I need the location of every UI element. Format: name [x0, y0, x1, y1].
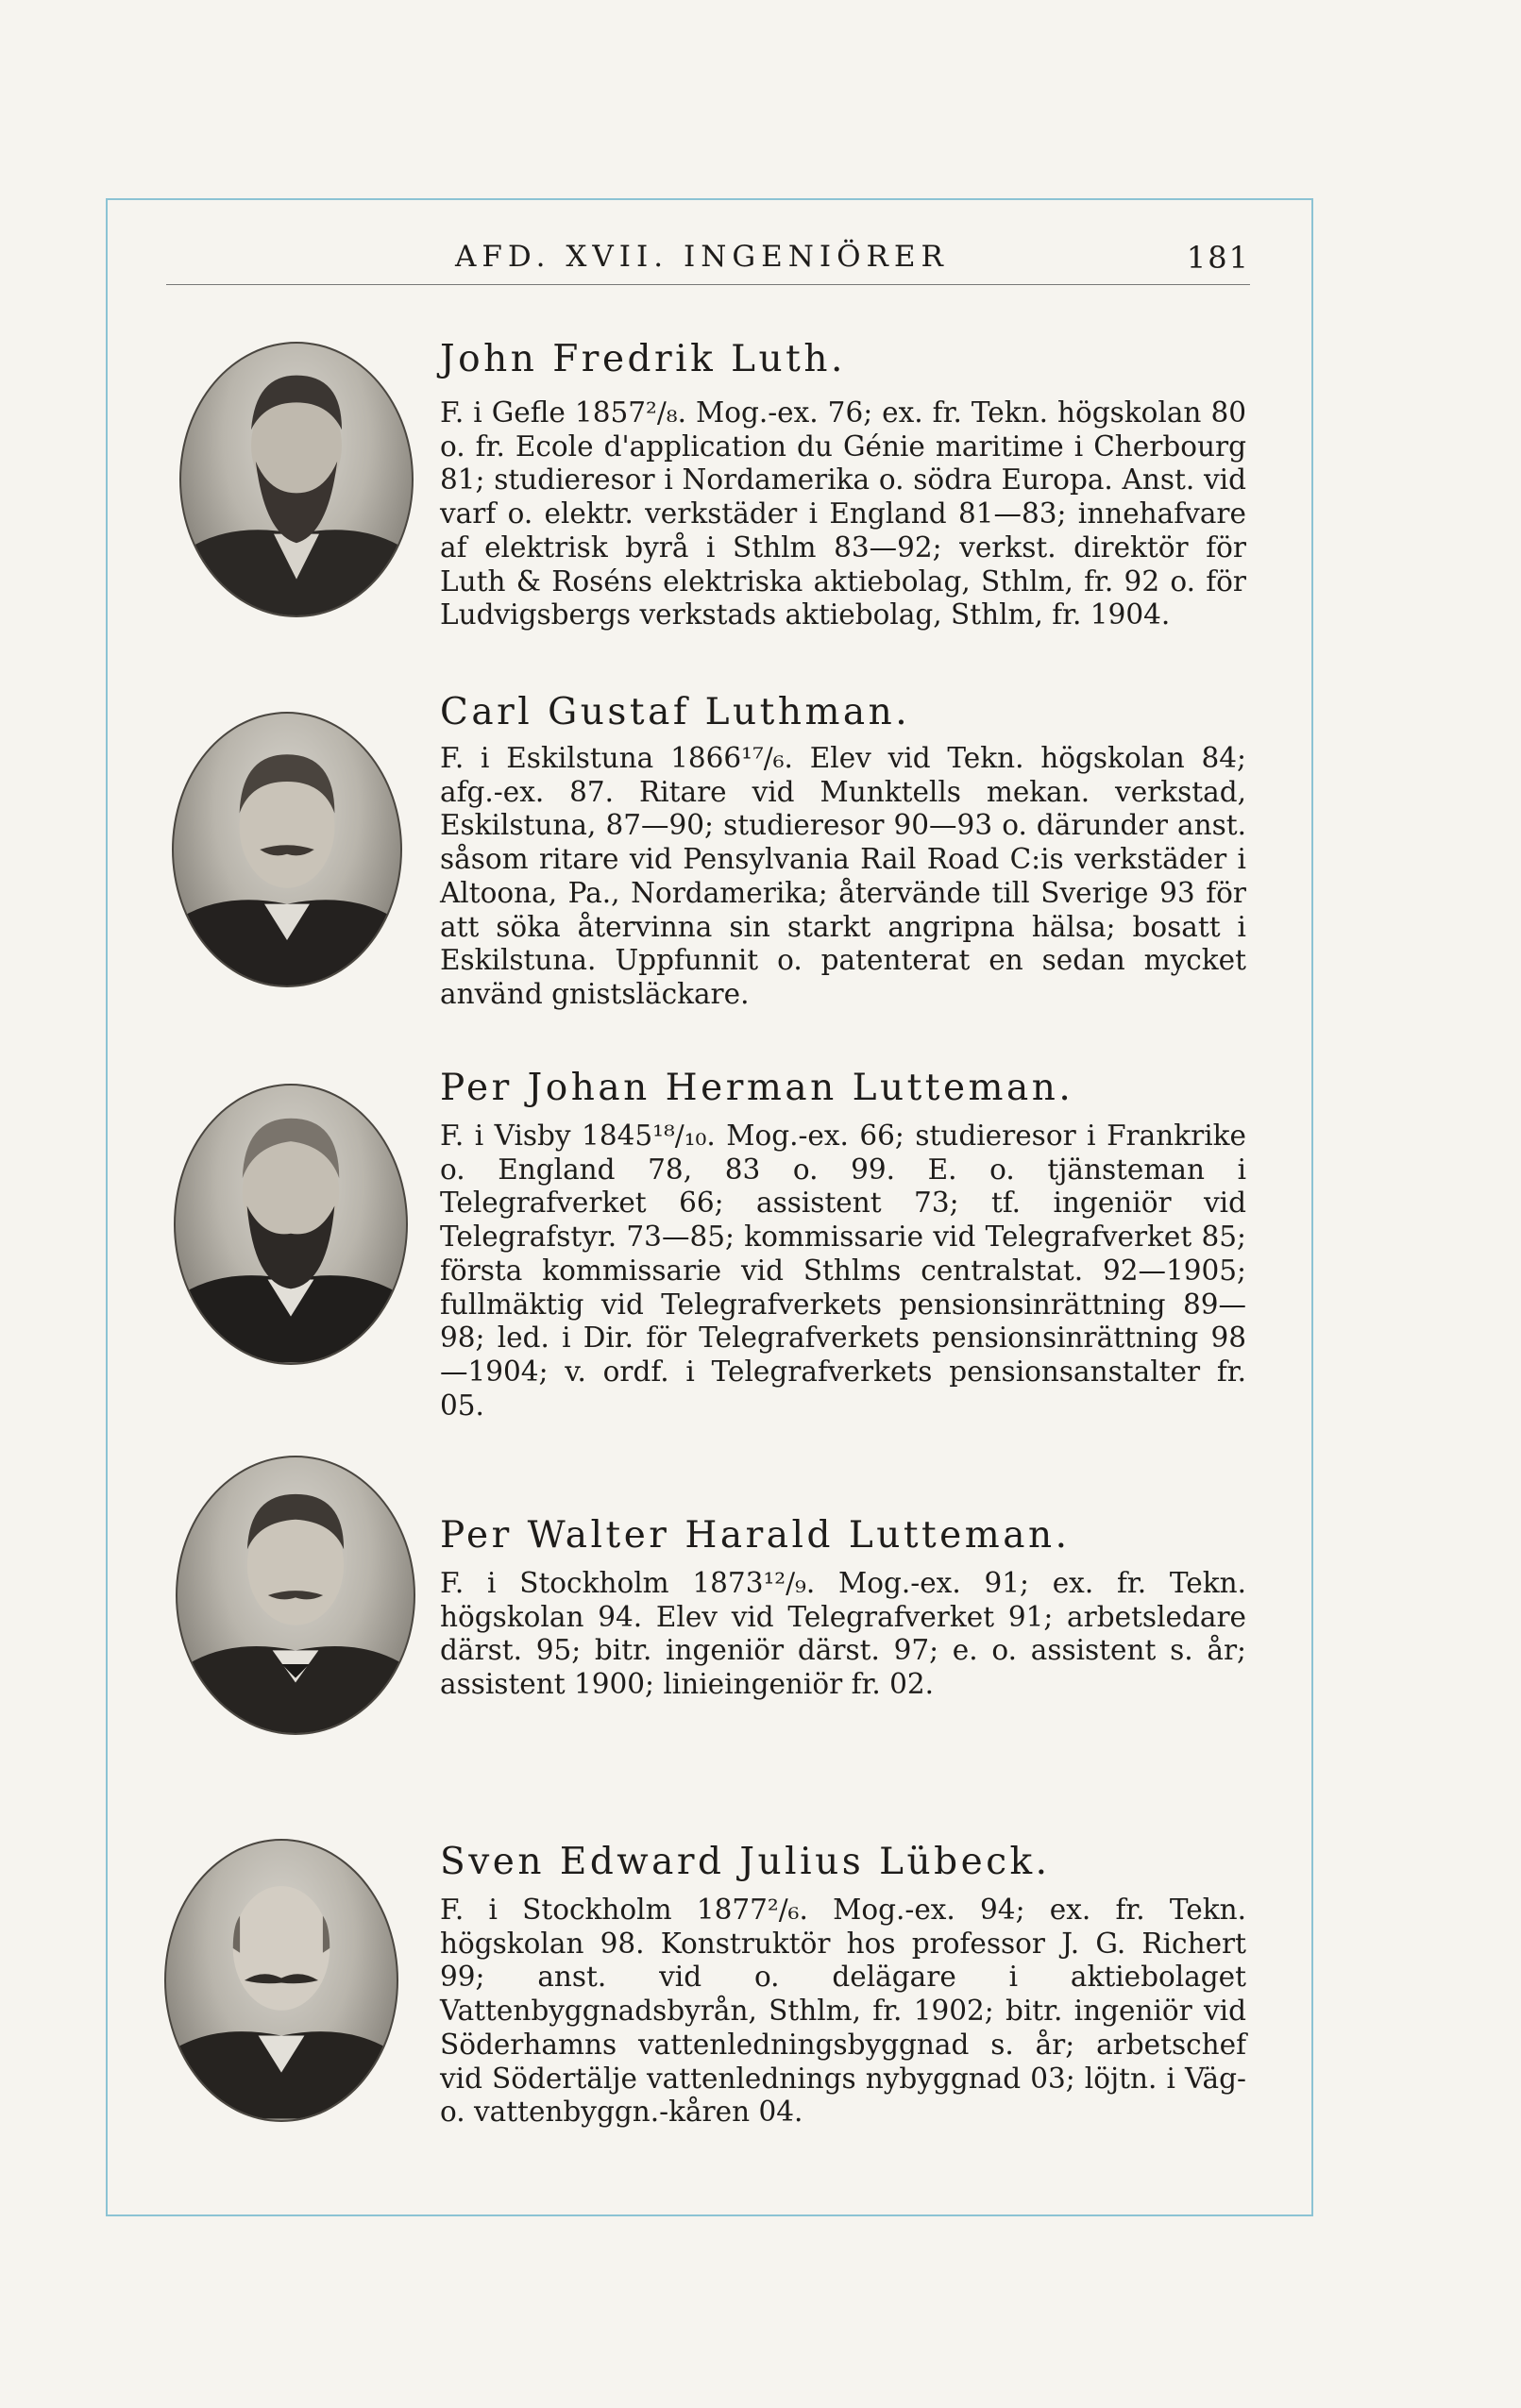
man-portrait-icon [177, 1457, 414, 1733]
person-name: Per Walter Harald Lutteman. [440, 1514, 1071, 1557]
biography-entry [161, 1067, 1265, 1444]
biography-entry [161, 1841, 1265, 2162]
biography-entry [161, 1514, 1265, 1797]
person-name: Sven Edward Julius Lübeck. [440, 1841, 1051, 1883]
header-rule [166, 284, 1250, 285]
man-portrait-icon [176, 1086, 406, 1363]
page-number: 181 [1186, 240, 1250, 276]
man-portrait-icon [166, 1841, 397, 2120]
running-head: AFD. XVII. INGENIÖRER [455, 240, 949, 274]
person-name: Per Johan Herman Lutteman. [440, 1067, 1074, 1109]
biography-entry [161, 338, 1265, 716]
biography-entry [161, 691, 1265, 1087]
page-header [166, 240, 1250, 287]
portrait-photo [164, 1839, 398, 2122]
person-name: Carl Gustaf Luthman. [440, 691, 911, 733]
person-biography: F. i Stockholm 1873¹²/₉. Mog.-ex. 91; ex. fr. Tekn. högskolan 94. Elev vid Telegrafverket 91; arbetsledare därst. 95; bitr. ingeniör därst. 97; e. o. assistent s. år; assistent 1900; linieingeniör fr. 02. [440, 1567, 1246, 1701]
person-biography: F. i Eskilstuna 1866¹⁷/₆. Elev vid Tekn. högskolan 84; afg.-ex. 87. Ritare vid Munktells mekan. verkstad, Eskilstuna, 87—90; studieresor 90—93 o. därunder anst. såsom ritare vid Pensylvania Rail Road C:is verkstäder i Altoona, Pa., Nordamerika; återvände till Sverige 93 för att söka återvinna sin starkt angripna hälsa; bosatt i Eskilstuna. Uppfunnit o. patenterat en sedan mycket använd gnistsläckare. [440, 742, 1246, 1010]
person-biography: F. i Gefle 1857²/₈. Mog.-ex. 76; ex. fr. Tekn. högskolan 80 o. fr. Ecole d'application du Génie maritime i Cherbourg 81; studieresor i Nordamerika o. södra Europa. Anst. vid varf o. elektr. verkstäder i England 81—83; innehafvare af elektrisk byrå i Sthlm 83—92; verkst. direktör för Luth & Roséns elektriska aktiebolag, Sthlm, fr. 92 o. för Ludvigsbergs verkstads aktiebolag, Sthlm, fr. 1904. [440, 396, 1246, 631]
person-name: John Fredrik Luth. [440, 338, 846, 380]
man-portrait-icon [174, 714, 400, 985]
man-portrait-icon [181, 344, 412, 615]
person-biography: F. i Stockholm 1877²/₆. Mog.-ex. 94; ex. fr. Tekn. högskolan 98. Konstruktör hos professor J. G. Richert 99; anst. vid o. delägare i aktiebolaget Vattenbyggnadsbyrån, Sthlm, fr. 1902; bitr. ingeniör vid Söderhamns vattenledningsbyggnad s. år; arbetschef vid Södertälje vattenlednings nybyggnad 03; löjtn. i Väg- o. vattenbyggn.-kåren 04. [440, 1894, 1246, 2129]
portrait-photo [172, 712, 402, 987]
person-biography: F. i Visby 1845¹⁸/₁₀. Mog.-ex. 66; studieresor i Frankrike o. England 78, 83 o. 99. E. o. tjänsteman i Telegrafverket 66; assistent 73; tf. ingeniör vid Telegrafstyr. 73—85; kommissarie vid Telegrafverket 85; första kommissarie vid Sthlms centralstat. 92—1905; fullmäktig vid Telegrafverkets pensionsinrättning 89—98; led. i Dir. för Telegrafverkets pensionsinrättning 98—1904; v. ordf. i Telegrafverkets pensionsanstalter fr. 05. [440, 1120, 1246, 1422]
portrait-photo [179, 342, 414, 617]
portrait-photo [176, 1456, 415, 1735]
portrait-photo [174, 1084, 408, 1365]
